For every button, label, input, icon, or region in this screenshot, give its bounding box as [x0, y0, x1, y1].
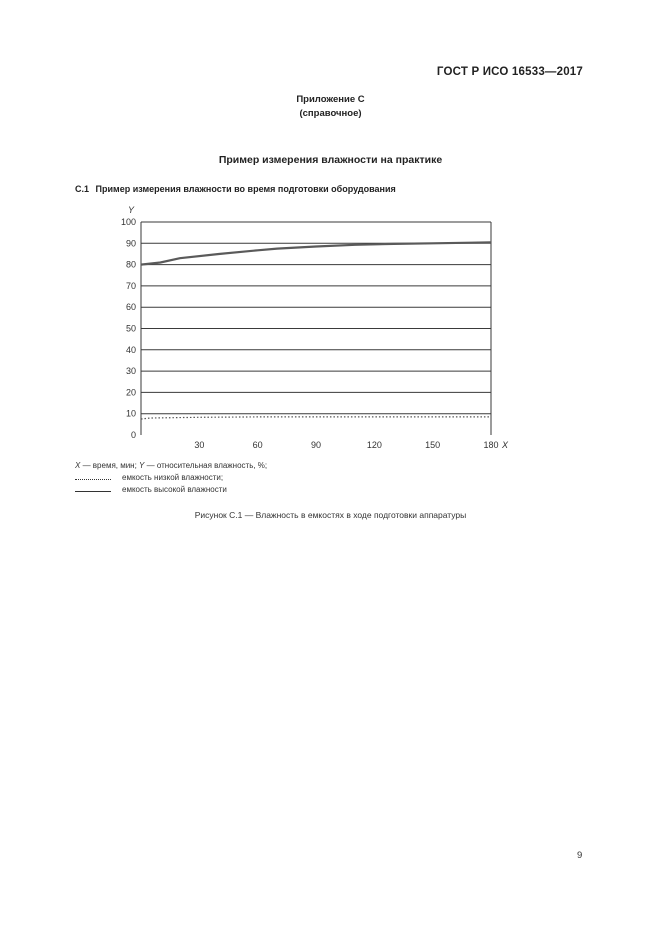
- humidity-chart: [0, 0, 661, 460]
- page-number: 9: [577, 850, 583, 861]
- y-tick-label: 100: [120, 217, 136, 227]
- y-tick-label: 90: [125, 238, 136, 249]
- y-tick-label: 10: [125, 408, 136, 419]
- x-tick-label: 180: [483, 440, 499, 450]
- y-tick-label: 0: [130, 430, 136, 440]
- high-humidity-line: [141, 242, 491, 264]
- x-tick-label: 150: [425, 440, 441, 450]
- y-tick-label: 70: [125, 280, 136, 291]
- x-tick-label: 90: [310, 440, 322, 450]
- x-tick-label: 120: [366, 440, 382, 450]
- annex-subtitle: (справочное): [299, 108, 362, 119]
- legend-low-humidity-label: емкость низкой влажности;: [122, 473, 224, 482]
- annex-title: Приложение С: [296, 94, 365, 105]
- document-code: ГОСТ Р ИСО 16533—2017: [436, 66, 583, 78]
- y-tick-label: 20: [125, 387, 136, 398]
- x-tick-label: 30: [194, 440, 205, 450]
- y-tick-label: 50: [125, 323, 136, 334]
- y-axis-label: Y: [127, 205, 135, 215]
- main-title: Пример измерения влажности на практике: [218, 154, 443, 166]
- x-axis-label: X: [502, 440, 509, 450]
- legend-y-desc: — относительная влажность, %;: [144, 461, 268, 470]
- legend-high-humidity-label: емкость высокой влажности: [122, 485, 227, 494]
- section-title: Пример измерения влажности во время подготовки оборудования: [95, 184, 396, 194]
- legend-y-letter: Y: [139, 461, 145, 470]
- chart-grid: [141, 222, 491, 414]
- legend-low-humidity-swatch: [75, 479, 111, 480]
- y-tick-label: 40: [125, 344, 136, 355]
- figure-caption: Рисунок С.1 — Влажность в емкостях в ходе подготовки аппаратуры: [194, 510, 467, 520]
- x-tick-label: 60: [252, 440, 263, 450]
- y-tick-label: 30: [125, 366, 136, 377]
- y-tick-label: 60: [125, 302, 136, 313]
- legend-x-desc: — время, мин;: [80, 461, 140, 470]
- legend-axes-description: [75, 461, 267, 470]
- y-tick-label: 80: [125, 259, 136, 270]
- section-number: С.1: [75, 184, 90, 194]
- legend-x-letter: X: [75, 461, 81, 470]
- legend-high-humidity-swatch: [75, 491, 111, 492]
- low-humidity-line: [141, 417, 491, 419]
